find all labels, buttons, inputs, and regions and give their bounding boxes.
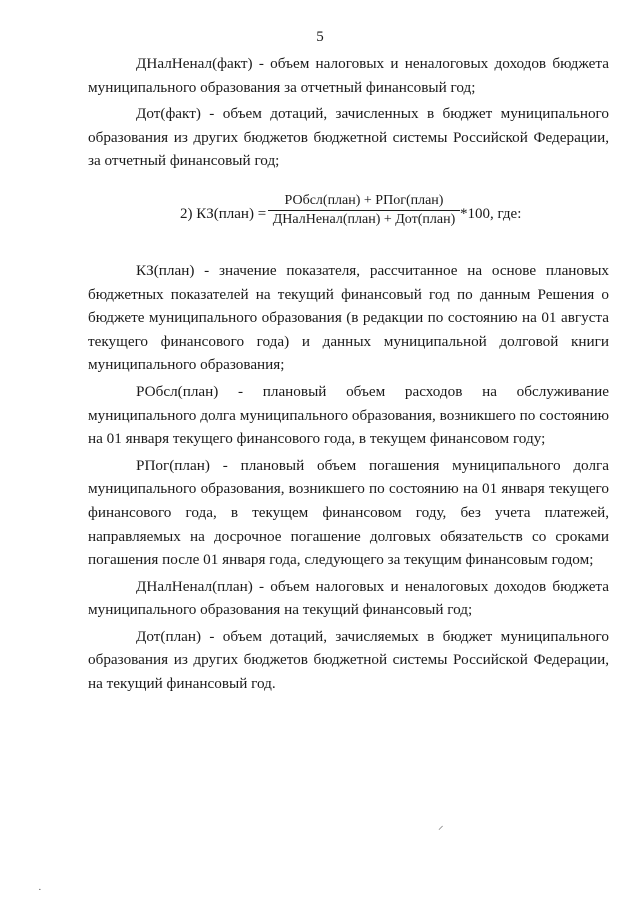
formula-denominator: ДНалНенал(план) + Дот(план): [272, 211, 456, 227]
definition-kz-plan: КЗ(план) - значение показателя, рассчитанное на основе плановых бюджетных показателей на текущий финансовый год по данным Решения о бюджете муниципального образования (в редакции по состоянию на 01 августа текущего финансового года) и данных муниципальной долговой книги муниципального образования;: [88, 261, 609, 374]
definition-dot-fact: Дот(факт) - объем дотаций, зачисленных в бюджет муниципального образования из других бюджетов бюджетной системы Российской Федерации, за отчетный финансовый год;: [88, 105, 609, 170]
document-body: [88, 52, 609, 699]
definition-dot-plan: Дот(план) - объем дотаций, зачисляемых в бюджет муниципального образования из других бюджетов бюджетной системы Российской Федерации, на текущий финансовый год.: [88, 627, 609, 693]
formula-kz-plan: [88, 185, 609, 251]
scan-mark: ⸝: [438, 820, 444, 832]
formula-suffix: *100, где:: [460, 205, 522, 222]
definition-dnalnenal-plan: ДНалНенал(план) - объем налоговых и неналоговых доходов бюджета муниципального образования на текущий финансовый год;: [88, 577, 609, 619]
formula-numerator: РОбсл(план) + РПог(план): [284, 192, 444, 208]
scan-dot: ·: [38, 884, 42, 896]
formula-fraction: [268, 192, 460, 229]
formula-prefix: 2) КЗ(план) =: [180, 205, 267, 222]
definition-rpog-plan: РПог(план) - плановый объем погашения муниципального долга муниципального образования, возникшего по состоянию на 01 января текущего финансового года, в текущем финансовом году, без учета платежей, направляемых на досрочное погашение долговых обязательств со сроками погашения после 01 января года, следующего за текущим финансовым годом;: [88, 456, 609, 569]
definition-robsl-plan: РОбсл(план) - плановый объем расходов на обслуживание муниципального долга муниципального образования, возникшего по состоянию на 01 января текущего финансового года, в текущем финансовом году;: [88, 382, 609, 448]
page-number: 5: [316, 29, 324, 45]
definition-dnalnenal-fact: ДНалНенал(факт) - объем налоговых и неналоговых доходов бюджета муниципального образования за отчетный финансовый год;: [88, 55, 609, 96]
